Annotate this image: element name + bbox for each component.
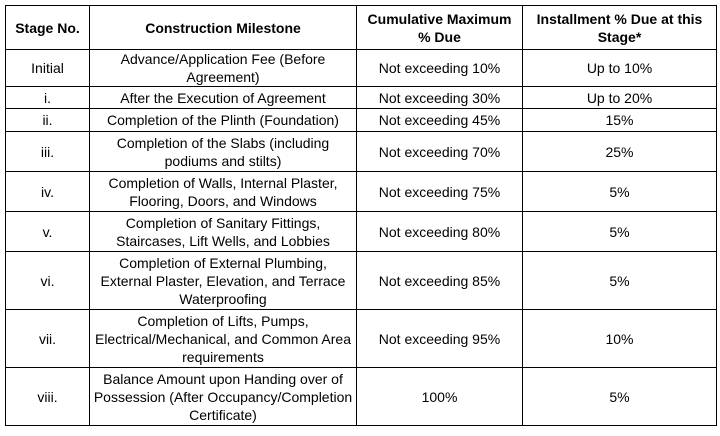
stage-cell: iv. (6, 172, 90, 212)
stage-cell: v. (6, 212, 90, 252)
header-row (6, 6, 717, 50)
milestone-cell: Completion of Sanitary Fittings, Staircases, Lift Wells, and Lobbies (90, 212, 357, 252)
cumulative-cell: Not exceeding 95% (357, 310, 523, 368)
table-row (6, 109, 717, 132)
milestone-cell: After the Execution of Agreement (90, 87, 357, 109)
milestone-cell: Completion of Lifts, Pumps, Electrical/Mechanical, and Common Area requirements (90, 310, 357, 368)
installment-cell: 5% (523, 368, 717, 426)
milestone-cell: Advance/Application Fee (Before Agreement) (90, 50, 357, 87)
cumulative-cell: Not exceeding 70% (357, 132, 523, 172)
stage-cell: vi. (6, 252, 90, 310)
installment-cell: 10% (523, 310, 717, 368)
installment-cell: 5% (523, 252, 717, 310)
table-row (6, 252, 717, 310)
table-row (6, 132, 717, 172)
stage-cell: ii. (6, 109, 90, 132)
table-row (6, 50, 717, 87)
table-row (6, 87, 717, 109)
cumulative-cell: Not exceeding 30% (357, 87, 523, 109)
cumulative-cell: Not exceeding 85% (357, 252, 523, 310)
milestone-cell: Balance Amount upon Handing over of Possession (After Occupancy/Completion Certificate) (90, 368, 357, 426)
milestone-cell: Completion of External Plumbing, External Plaster, Elevation, and Terrace Waterproofing (90, 252, 357, 310)
installment-cell: 5% (523, 212, 717, 252)
table-row (6, 172, 717, 212)
header-cumulative-maximum: Cumulative Maximum % Due (357, 6, 523, 50)
payment-schedule-table (5, 5, 717, 426)
cumulative-cell: Not exceeding 80% (357, 212, 523, 252)
milestone-cell: Completion of Walls, Internal Plaster, Flooring, Doors, and Windows (90, 172, 357, 212)
header-stage-no: Stage No. (6, 6, 90, 50)
cumulative-cell: Not exceeding 45% (357, 109, 523, 132)
stage-cell: vii. (6, 310, 90, 368)
stage-cell: iii. (6, 132, 90, 172)
installment-cell: 5% (523, 172, 717, 212)
milestone-cell: Completion of the Plinth (Foundation) (90, 109, 357, 132)
milestone-cell: Completion of the Slabs (including podiums and stilts) (90, 132, 357, 172)
cumulative-cell: Not exceeding 10% (357, 50, 523, 87)
installment-cell: 15% (523, 109, 717, 132)
installment-cell: Up to 20% (523, 87, 717, 109)
stage-cell: viii. (6, 368, 90, 426)
table-row (6, 310, 717, 368)
stage-cell: Initial (6, 50, 90, 87)
stage-cell: i. (6, 87, 90, 109)
installment-cell: 25% (523, 132, 717, 172)
cumulative-cell: 100% (357, 368, 523, 426)
installment-cell: Up to 10% (523, 50, 717, 87)
table-row (6, 212, 717, 252)
header-installment-due: Installment % Due at this Stage* (523, 6, 717, 50)
cumulative-cell: Not exceeding 75% (357, 172, 523, 212)
table-row (6, 368, 717, 426)
header-construction-milestone: Construction Milestone (90, 6, 357, 50)
